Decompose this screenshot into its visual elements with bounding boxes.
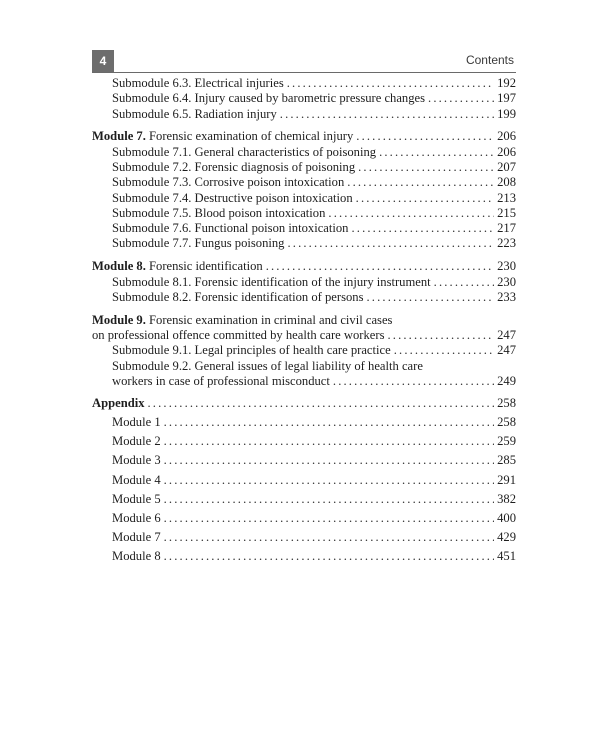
leader-dots	[347, 175, 494, 190]
toc-entry-page: 258	[497, 415, 516, 430]
leader-dots	[164, 509, 494, 528]
leader-dots	[287, 76, 494, 91]
toc-entry-page: 400	[497, 510, 516, 525]
toc-entry-label: Submodule 6.3. Electrical injuries	[112, 76, 284, 90]
toc-entry-line1	[92, 359, 516, 374]
toc-entry-page: 249	[497, 373, 516, 388]
toc-entry-page: 230	[497, 259, 516, 274]
toc-entry-label: Submodule 7.6. Functional poison intoxication	[112, 221, 349, 236]
leader-dots	[351, 221, 494, 236]
toc-entry-page: 230	[497, 274, 516, 289]
leader-dots	[328, 206, 494, 221]
leader-dots	[367, 290, 495, 305]
toc-entry-page: 291	[497, 472, 516, 487]
leader-dots	[164, 547, 494, 566]
toc-entry	[92, 91, 516, 106]
toc-entry-label: Module 2	[112, 434, 161, 449]
toc-appendix-item	[92, 528, 516, 547]
leader-dots	[280, 107, 494, 122]
toc-entry-page: 206	[497, 129, 516, 144]
toc-entry-page: 429	[497, 529, 516, 544]
toc-appendix-item	[92, 490, 516, 509]
toc-entry-label: Submodule 7.4. Destructive poison intoxication	[112, 190, 353, 205]
toc-appendix-item	[92, 471, 516, 490]
leader-dots	[164, 490, 494, 509]
toc-entry-label: Submodule 7.3. Corrosive poison intoxication	[112, 175, 345, 190]
toc-entry	[92, 145, 516, 160]
toc-entry-label: Module 8	[112, 548, 161, 563]
toc-entry	[92, 236, 516, 251]
toc-entry-page: 223	[497, 236, 516, 251]
leader-dots	[358, 160, 494, 175]
toc-module-entry-line1	[92, 313, 516, 328]
toc-entry-label: Module 4	[112, 472, 161, 487]
toc-entry-label: Submodule 7.1. General characteristics of poisoning	[112, 144, 377, 159]
module-number: Module 7.	[92, 129, 146, 144]
leader-dots	[428, 91, 494, 106]
leader-dots	[164, 528, 494, 547]
toc-entry-label: on professional offence committed by health care workers	[92, 327, 385, 342]
toc-entry-label: workers in case of professional misconduct	[112, 373, 330, 388]
toc-entry-page: 247	[497, 343, 516, 358]
toc-entry	[92, 76, 516, 91]
toc-appendix-item	[92, 547, 516, 566]
toc-appendix-entry	[92, 394, 516, 413]
toc-entry-label: Submodule 7.2. Forensic diagnosis of poisoning	[112, 159, 356, 174]
leader-dots	[266, 259, 494, 274]
toc-entry-label	[92, 259, 263, 274]
toc-entry-page: 259	[497, 434, 516, 449]
section-title: Contents	[465, 53, 514, 67]
table-of-contents	[92, 76, 516, 566]
leader-dots	[164, 413, 494, 432]
toc-module-entry	[92, 129, 516, 144]
leader-dots	[387, 328, 494, 343]
leader-dots	[356, 129, 494, 144]
toc-entry	[92, 221, 516, 236]
toc-appendix-item	[92, 509, 516, 528]
toc-entry-line2	[92, 374, 516, 389]
toc-entry-label: Submodule 6.4. Injury caused by barometric pressure changes	[112, 91, 426, 106]
toc-entry-page: 247	[497, 327, 516, 342]
module-title: Forensic identification	[145, 259, 263, 274]
toc-module-entry-line2	[92, 328, 516, 343]
toc-entry-label: Module 1	[112, 415, 161, 430]
toc-entry-page: 207	[497, 159, 516, 174]
leader-dots	[434, 275, 494, 290]
toc-appendix-item	[92, 432, 516, 451]
toc-entry-label: Submodule 7.7. Fungus poisoning	[112, 236, 285, 251]
module-title: Forensic examination in criminal and civil cases	[145, 312, 393, 327]
toc-entry-label: Module 5	[112, 491, 161, 506]
toc-entry-label: Submodule 9.2. General issues of legal liability of health care	[112, 358, 423, 373]
toc-entry	[92, 343, 516, 358]
leader-dots	[148, 394, 495, 413]
page-header	[92, 50, 516, 73]
toc-entry-page: 451	[497, 548, 516, 563]
toc-entry-page: 258	[497, 396, 516, 411]
toc-entry-label: Module 6	[112, 510, 161, 525]
toc-entry-page: 215	[497, 205, 516, 220]
toc-appendix-item	[92, 413, 516, 432]
toc-entry-label: Submodule 7.5. Blood poison intoxication	[112, 205, 326, 220]
toc-entry-page: 213	[497, 190, 516, 205]
toc-entry-page: 206	[497, 144, 516, 159]
toc-entry-page: 192	[497, 76, 516, 90]
toc-entry-label	[92, 129, 353, 144]
leader-dots	[356, 191, 494, 206]
toc-entry-page: 382	[497, 491, 516, 506]
module-number: Module 8.	[92, 259, 146, 274]
toc-entry-label: Submodule 6.5. Radiation injury	[112, 106, 277, 121]
toc-entry-label	[92, 394, 145, 413]
toc-entry	[92, 275, 516, 290]
toc-appendix-item	[92, 451, 516, 470]
leader-dots	[394, 343, 494, 358]
toc-entry	[92, 206, 516, 221]
leader-dots	[164, 432, 494, 451]
toc-entry-page: 285	[497, 453, 516, 468]
module-title: Forensic examination of chemical injury	[145, 129, 354, 144]
toc-entry-label: Submodule 8.2. Forensic identification of persons	[112, 289, 364, 304]
toc-entry-page: 197	[497, 91, 516, 106]
toc-entry-label: Module 3	[112, 453, 161, 468]
leader-dots	[164, 451, 494, 470]
toc-entry-page: 217	[497, 221, 516, 236]
toc-entry	[92, 290, 516, 305]
toc-entry	[92, 160, 516, 175]
module-number: Module 9.	[92, 312, 146, 327]
leader-dots	[333, 374, 494, 389]
page-number: 4	[92, 50, 114, 72]
toc-module-entry	[92, 259, 516, 274]
leader-dots	[379, 145, 494, 160]
toc-entry	[92, 191, 516, 206]
toc-entry-label: Submodule 9.1. Legal principles of health care practice	[112, 343, 391, 358]
toc-entry	[92, 107, 516, 122]
appendix-title: Appendix	[92, 396, 145, 411]
toc-entry-label: Module 7	[112, 529, 161, 544]
toc-entry	[92, 175, 516, 190]
toc-entry-label: Submodule 8.1. Forensic identification of the injury instrument	[112, 274, 431, 289]
toc-entry-page: 199	[497, 106, 516, 121]
toc-entry-page: 233	[497, 289, 516, 304]
toc-entry-page: 208	[497, 175, 516, 190]
leader-dots	[287, 236, 494, 251]
leader-dots	[164, 471, 494, 490]
